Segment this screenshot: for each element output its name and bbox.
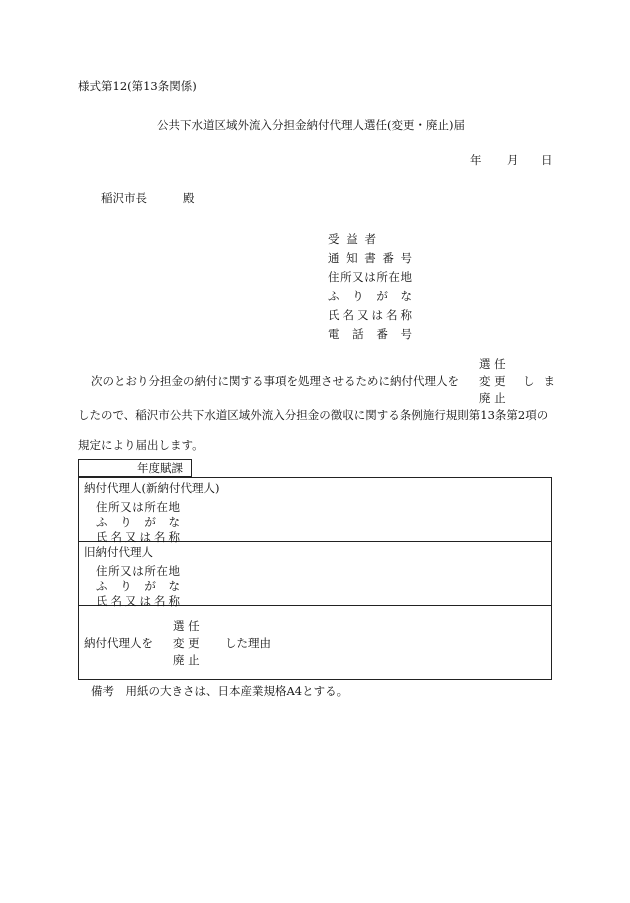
label-char: は: [139, 530, 151, 544]
year-tab-label: 年度賦課: [137, 461, 183, 475]
body-line1-tail: しま: [523, 374, 564, 388]
label-char: な: [400, 289, 412, 303]
label-char: 地: [400, 270, 412, 284]
year-tab: [78, 459, 192, 477]
label-char: は: [364, 270, 376, 284]
label-char: 又: [357, 308, 369, 322]
label-char: な: [168, 579, 180, 593]
label-char: 益: [346, 232, 358, 246]
label-char: ふ: [328, 289, 340, 303]
footnote: 備考 用紙の大きさは、日本産業規格A4とする。: [91, 684, 349, 698]
label-char: は: [132, 564, 144, 578]
label-char: 名: [386, 308, 398, 322]
body-option-abolish: 廃 止: [479, 391, 506, 405]
applicant-field-name: [328, 307, 412, 326]
label-char: 通: [328, 251, 340, 265]
label-char: な: [168, 515, 180, 529]
new-agent-heading: 納付代理人(新納付代理人): [84, 481, 220, 495]
label-char: 電: [328, 327, 340, 341]
body-line1-lead: 次のとおり分担金の納付に関する事項を処理させるために納付代理人を: [91, 374, 459, 388]
label-char: 受: [328, 232, 340, 246]
reason-option-appoint: 選 任: [173, 619, 200, 633]
date-day: 日: [541, 153, 553, 167]
body-option-change: 変 更: [479, 374, 506, 388]
applicant-field-furigana: [328, 288, 412, 307]
label-char: 話: [352, 327, 364, 341]
label-char: り: [120, 579, 132, 593]
label-char: 知: [346, 251, 358, 265]
applicant-field-address: [328, 269, 412, 288]
label-char: 者: [364, 232, 376, 246]
label-char: が: [376, 289, 388, 303]
label-char: 所: [376, 270, 388, 284]
label-char: 又: [120, 564, 132, 578]
label-char: 書: [364, 251, 376, 265]
label-char: 所: [144, 500, 156, 514]
label-char: 所: [108, 500, 120, 514]
old-agent-field-name: [96, 593, 180, 609]
label-char: 又: [125, 530, 137, 544]
label-char: 又: [120, 500, 132, 514]
label-char: り: [120, 515, 132, 529]
addressee-name: 稲沢市長: [101, 191, 147, 205]
applicant-field-notice-number: [328, 250, 412, 269]
agent-table: [78, 477, 552, 680]
date-year: 年: [470, 153, 482, 167]
label-char: 在: [156, 500, 168, 514]
label-char: は: [132, 500, 144, 514]
label-char: 名: [110, 530, 122, 544]
label-char: 氏: [96, 594, 108, 608]
reason-lead: 納付代理人を: [84, 636, 153, 650]
applicant-field-beneficiary: [328, 231, 376, 250]
form-number: 様式第12(第13条関係): [78, 79, 197, 93]
label-char: 又: [352, 270, 364, 284]
reason-tail: した理由: [225, 636, 271, 650]
label-char: 名: [342, 308, 354, 322]
label-char: 在: [156, 564, 168, 578]
old-agent-field-address: [96, 563, 180, 579]
label-char: 称: [168, 530, 180, 544]
label-char: ふ: [96, 579, 108, 593]
new-agent-field-address: [96, 499, 180, 515]
label-char: 名: [154, 594, 166, 608]
label-char: が: [144, 515, 156, 529]
label-char: 地: [168, 500, 180, 514]
body-line2: したので、稲沢市公共下水道区域外流入分担金の徴収に関する条例施行規則第13条第2項の: [78, 408, 549, 422]
new-agent-field-furigana: [96, 514, 180, 530]
label-char: 所: [144, 564, 156, 578]
old-agent-field-furigana: [96, 578, 180, 594]
label-char: 氏: [328, 308, 340, 322]
label-char: ふ: [96, 515, 108, 529]
body-option-appoint: 選 任: [479, 357, 506, 371]
label-char: 名: [154, 530, 166, 544]
label-char: 住: [96, 500, 108, 514]
date-month: 月: [507, 153, 519, 167]
applicant-fields: [328, 231, 412, 345]
label-char: 所: [340, 270, 352, 284]
label-char: 称: [168, 594, 180, 608]
label-char: り: [352, 289, 364, 303]
label-char: 名: [110, 594, 122, 608]
label-char: 番: [382, 251, 394, 265]
body-line3: 規定により届出します。: [78, 438, 204, 452]
label-char: は: [371, 308, 383, 322]
form-title: 公共下水道区域外流入分担金納付代理人選任(変更・廃止)届: [157, 118, 465, 132]
reason-option-change: 変 更: [173, 636, 200, 650]
label-char: 所: [108, 564, 120, 578]
label-char: は: [139, 594, 151, 608]
addressee-honorific: 殿: [183, 191, 195, 205]
label-char: 地: [168, 564, 180, 578]
old-agent-heading: 旧納付代理人: [84, 545, 153, 559]
label-char: 号: [400, 251, 412, 265]
label-char: 号: [400, 327, 412, 341]
label-char: 称: [400, 308, 412, 322]
label-char: 住: [96, 564, 108, 578]
new-agent-field-name: [96, 529, 180, 545]
label-char: 氏: [96, 530, 108, 544]
label-char: が: [144, 579, 156, 593]
label-char: 住: [328, 270, 340, 284]
label-char: 又: [125, 594, 137, 608]
applicant-field-phone: [328, 326, 412, 345]
label-char: 在: [388, 270, 400, 284]
label-char: 番: [376, 327, 388, 341]
reason-option-abolish: 廃 止: [173, 653, 200, 667]
